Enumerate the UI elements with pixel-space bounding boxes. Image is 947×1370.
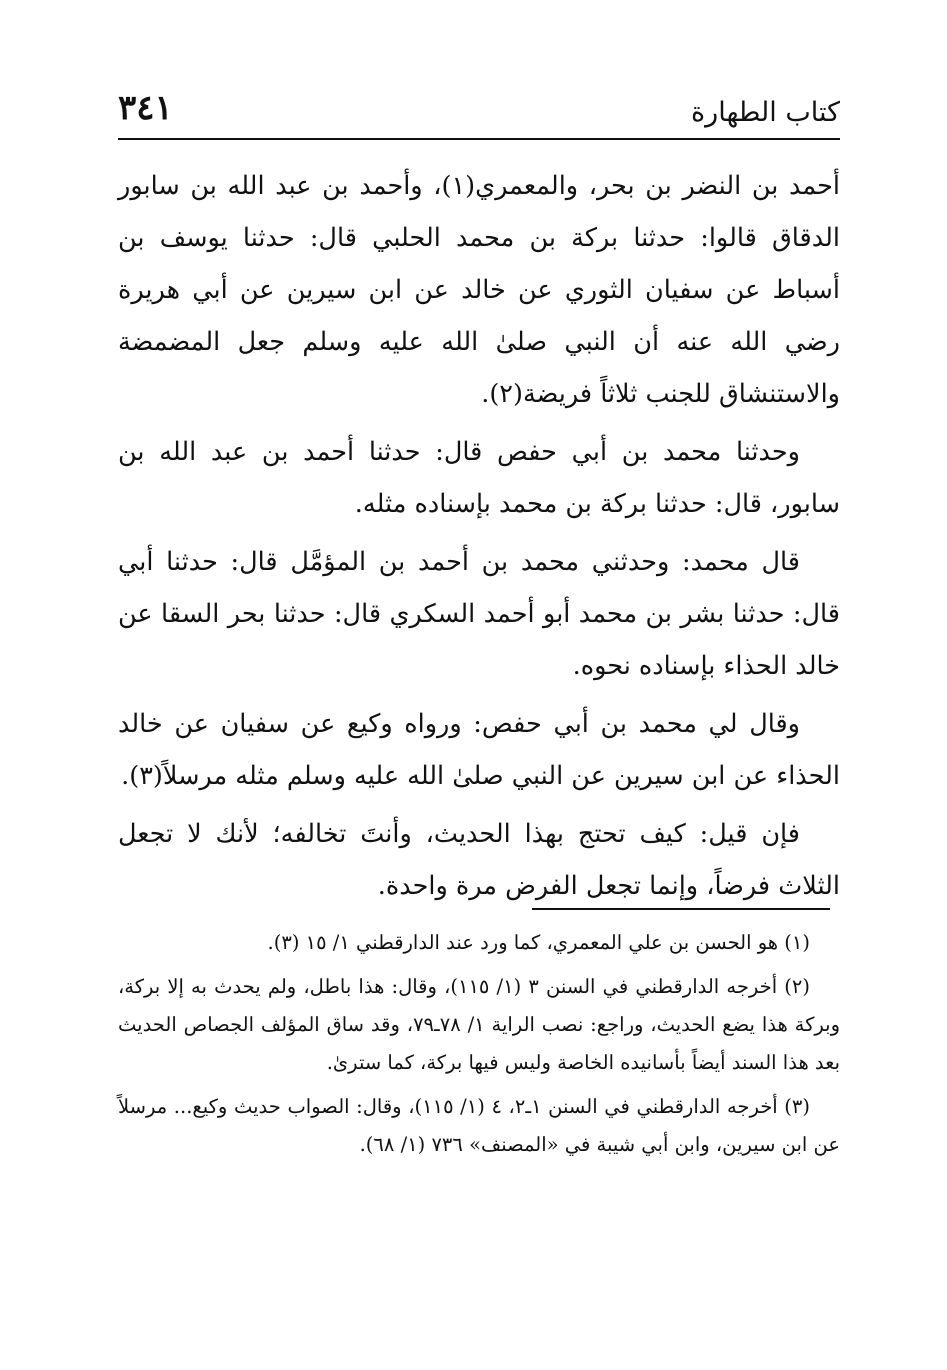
- footnotes: [118, 924, 840, 1170]
- footnote: (١) هو الحسن بن علي المعمري، كما ورد عند الدارقطني ١/ ١٥ (٣).: [267, 931, 810, 954]
- paragraph: وقال لي محمد بن أبي حفص: ورواه وكيع عن سفيان عن خالد الحذاء عن ابن سيرين عن النبي صلىٰ الله عليه وسلم مثله مرسلاً(٣).: [118, 709, 840, 791]
- main-text: [118, 160, 840, 918]
- paragraph: قال محمد: وحدثني محمد بن أحمد بن المؤمَّل قال: حدثنا أبي قال: حدثنا بشر بن محمد أبو أحمد السكري قال: حدثنا بحر السقا عن خالد الحذاء بإسناده نحوه.: [118, 547, 840, 681]
- header-rule: [118, 138, 840, 140]
- paragraph: أحمد بن النضر بن بحر، والمعمري(١)، وأحمد بن عبد الله بن سابور الدقاق قالوا: حدثنا بركة بن محمد الحلبي قال: حدثنا يوسف بن أسباط عن سفيان الثوري عن خالد عن ابن سيرين عن أبي هريرة رضي الله عنه أن النبي صلىٰ الله عليه وسلم جعل المضمضة والاستنشاق للجنب ثلاثاً فريضة(٢).: [118, 171, 840, 409]
- paragraph: فإن قيل: كيف تحتج بهذا الحديث، وأنتَ تخالفه؛ لأنك لا تجعل الثلاث فرضاً، وإنما تجعل الفرض مرة واحدة.: [118, 819, 840, 901]
- paragraph: وحدثنا محمد بن أبي حفص قال: حدثنا أحمد بن عبد الله بن سابور، قال: حدثنا بركة بن محمد بإسناده مثله.: [118, 437, 840, 519]
- footnote: (٢) أخرجه الدارقطني في السنن ٣ (١/ ١١٥)، وقال: هذا باطل، ولم يحدث به إلا بركة، وبركة هذا يضع الحديث، وراجع: نصب الراية ١/ ٧٨ـ٧٩، وقد ساق المؤلف الجصاص الحديث بعد هذا السند أيضاً بأسانيده الخاصة وليس فيها بركة، كما سترىٰ.: [118, 975, 840, 1074]
- running-title: كتاب الطهارة: [691, 97, 840, 128]
- footnote: (٣) أخرجه الدارقطني في السنن ١ـ٢، ٤ (١/ ١١٥)، وقال: الصواب حديث وكيع... مرسلاً عن ابن سيرين، وابن أبي شيبة في «المصنف» ٧٣٦ (١/ ٦٨).: [118, 1095, 840, 1156]
- footnote-separator: [532, 908, 830, 910]
- page-header: [118, 78, 840, 134]
- page-number: ٣٤١: [118, 88, 173, 128]
